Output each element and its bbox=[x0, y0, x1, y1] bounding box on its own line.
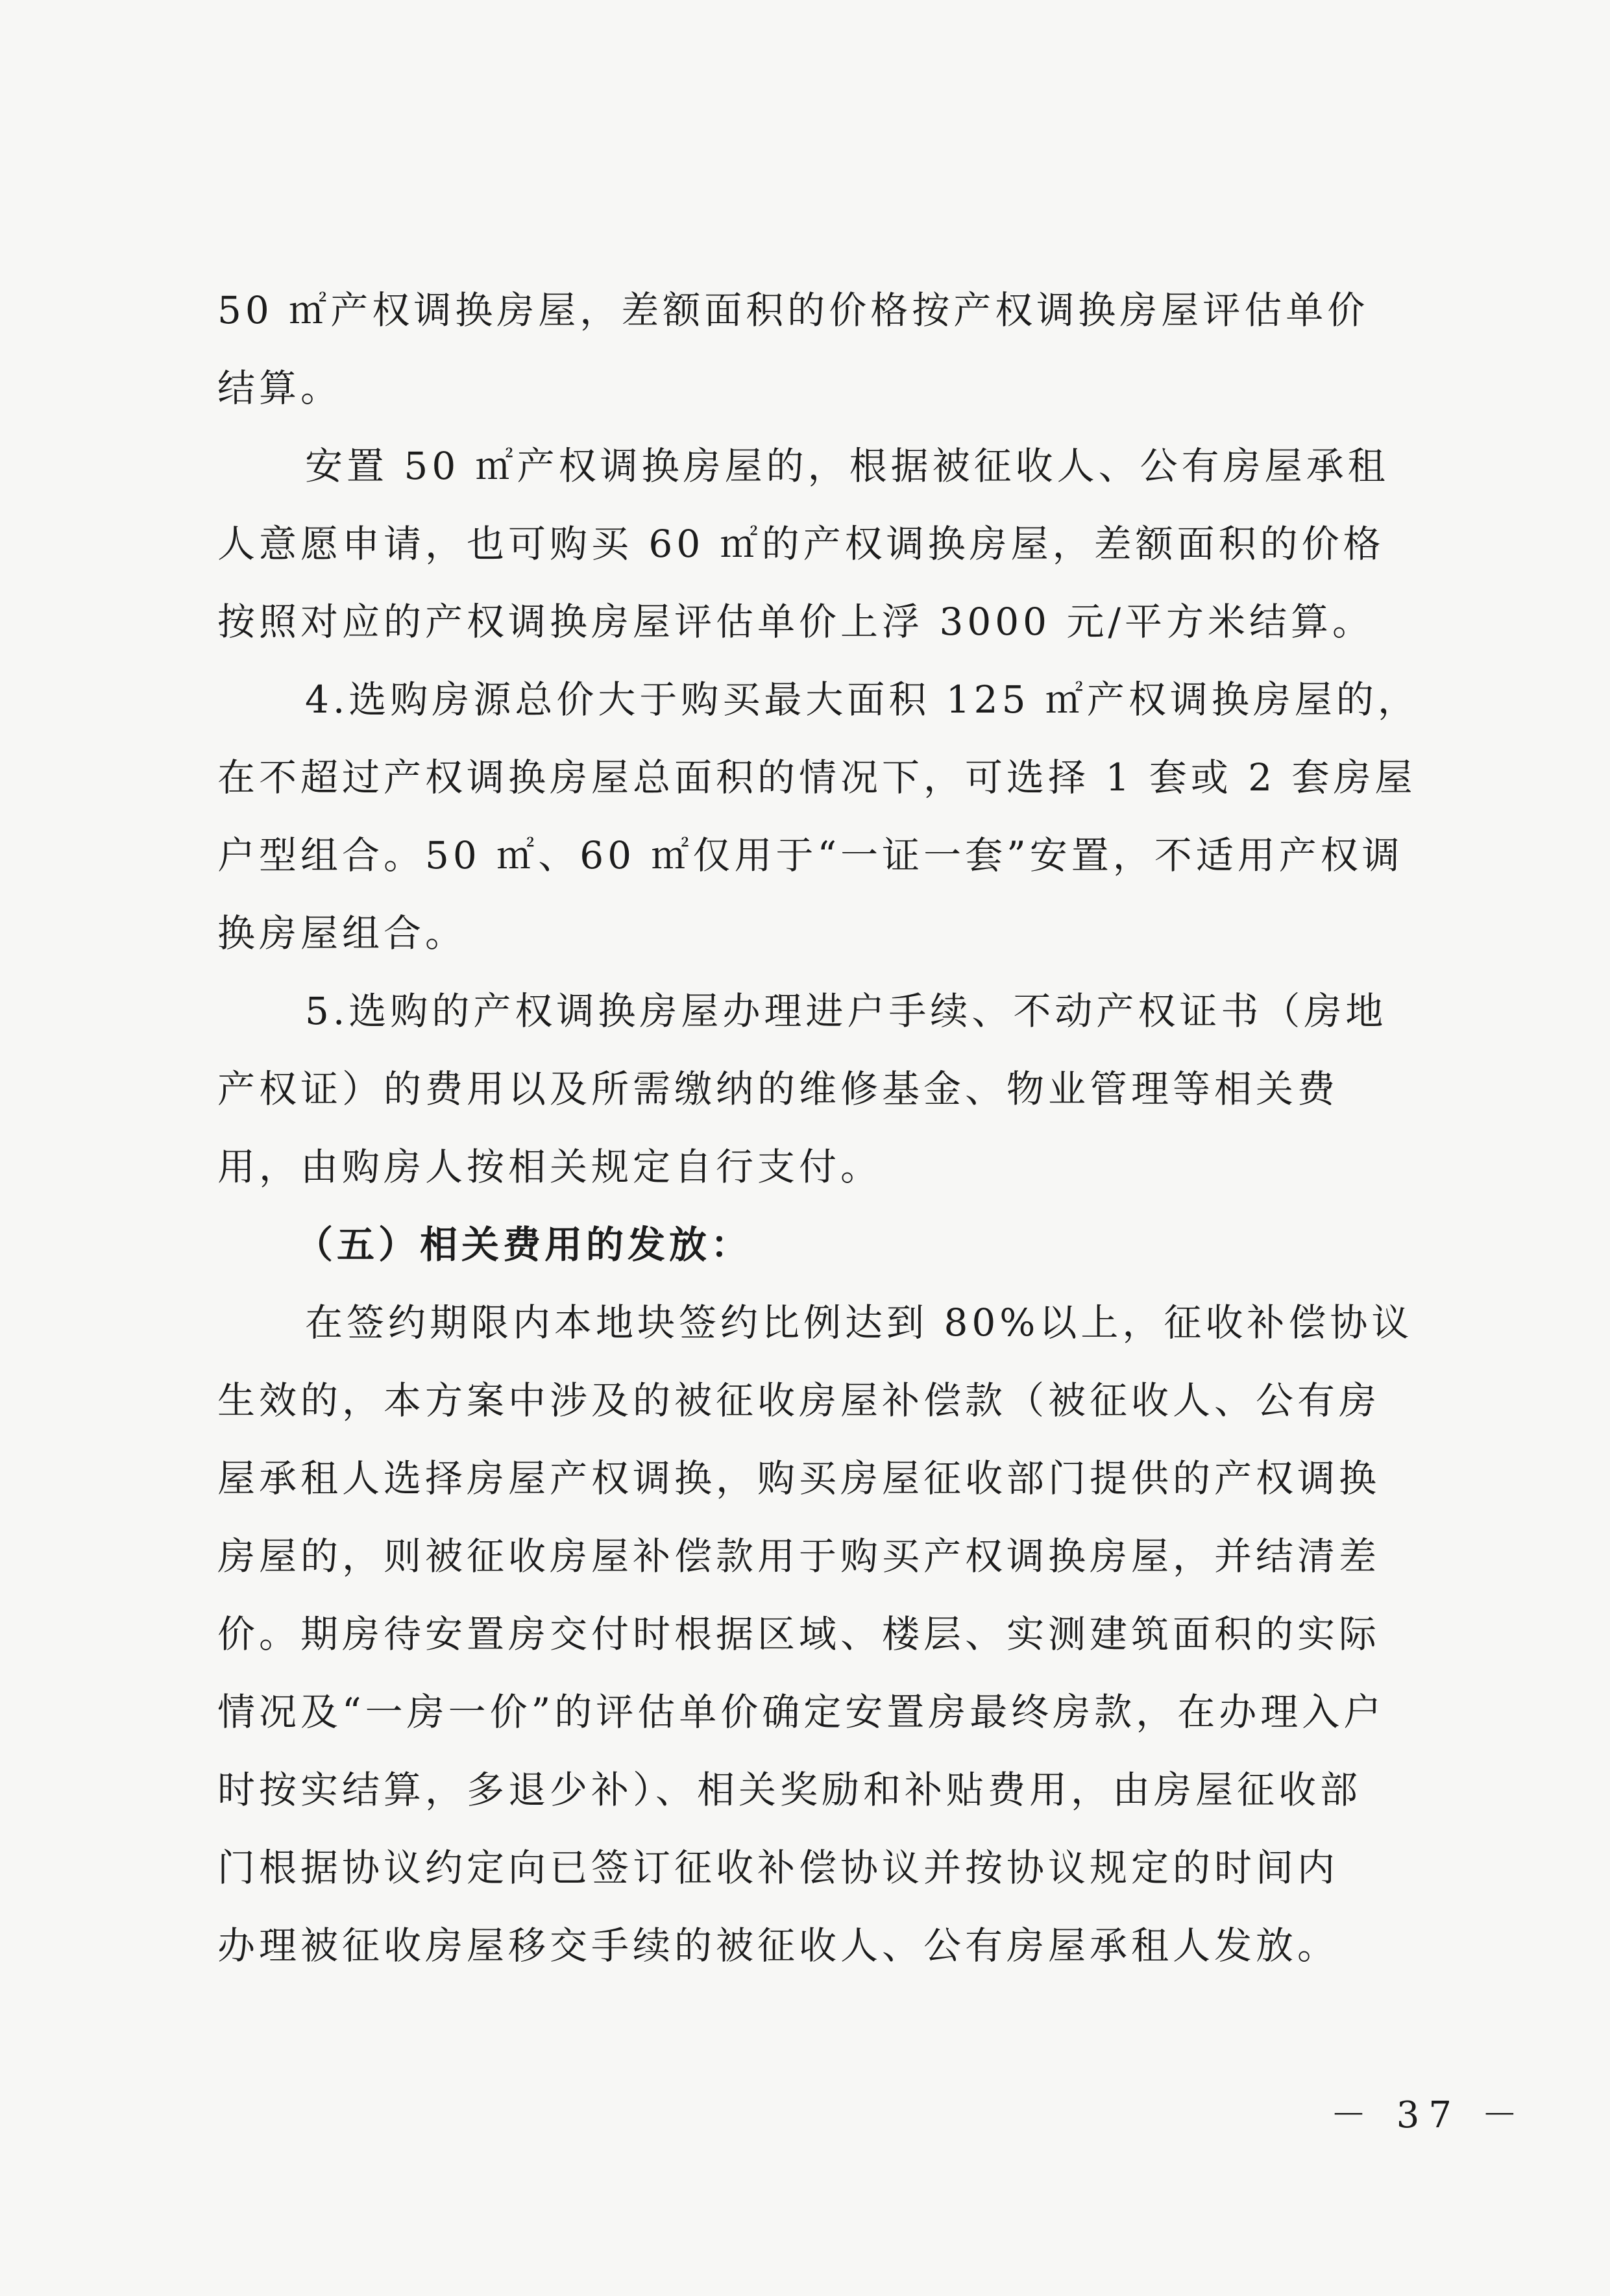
text-line: 人意愿申请，也可购买 60 ㎡的产权调换房屋，差额面积的价格 bbox=[217, 522, 1385, 566]
text-line: 门根据协议约定向已签订征收补偿协议并按协议规定的时间内 bbox=[217, 1846, 1339, 1890]
text-line: 安置 50 ㎡产权调换房屋的，根据被征收人、公有房屋承租 bbox=[305, 444, 1389, 488]
text-line: 生效的，本方案中涉及的被征收房屋补偿款（被征收人、公有房 bbox=[217, 1378, 1381, 1423]
section-heading: （五）相关费用的发放： bbox=[295, 1223, 753, 1267]
text-line: 结算。 bbox=[217, 366, 343, 410]
text-line: 5.选购的产权调换房屋办理进户手续、不动产权证书（房地 bbox=[305, 989, 1387, 1033]
text-line: 换房屋组合。 bbox=[217, 911, 467, 955]
text-line: 50 ㎡产权调换房屋，差额面积的价格按产权调换房屋评估单价 bbox=[217, 288, 1369, 332]
text-line: 4.选购房源总价大于购买最大面积 125 ㎡产权调换房屋的， bbox=[305, 678, 1419, 722]
text-line: 房屋的，则被征收房屋补偿款用于购买产权调换房屋，并结清差 bbox=[217, 1534, 1381, 1578]
document-body bbox=[217, 271, 1444, 1985]
paragraph-continuation bbox=[217, 271, 1444, 427]
text-line: 屋承租人选择房屋产权调换，购买房屋征收部门提供的产权调换 bbox=[217, 1456, 1381, 1500]
text-line: 在不超过产权调换房屋总面积的情况下，可选择 1 套或 2 套房屋 bbox=[217, 755, 1417, 800]
paragraph-item-4 bbox=[217, 661, 1444, 972]
paragraph-50sqm-option bbox=[217, 427, 1444, 661]
text-line: 办理被征收房屋移交手续的被征收人、公有房屋承租人发放。 bbox=[217, 1924, 1339, 1968]
text-line: 时按实结算，多退少补）、相关奖励和补贴费用，由房屋征收部 bbox=[217, 1768, 1362, 1812]
paragraph-fee-distribution bbox=[217, 1284, 1444, 1985]
text-line: 在签约期限内本地块签约比例达到 80%以上，征收补偿协议 bbox=[305, 1301, 1413, 1345]
text-line: 户型组合。50 ㎡、60 ㎡仅用于“一证一套”安置，不适用产权调 bbox=[217, 833, 1404, 877]
page-number: － 37 － bbox=[1330, 2094, 1527, 2136]
text-line: 按照对应的产权调换房屋评估单价上浮 3000 元/平方米结算。 bbox=[217, 600, 1374, 644]
text-line: 情况及“一房一价”的评估单价确定安置房最终房款，在办理入户 bbox=[217, 1690, 1385, 1734]
text-line: 价。期房待安置房交付时根据区域、楼层、实测建筑面积的实际 bbox=[217, 1612, 1381, 1656]
text-line: 用，由购房人按相关规定自行支付。 bbox=[217, 1145, 883, 1189]
paragraph-item-5 bbox=[217, 972, 1444, 1206]
text-line: 产权证）的费用以及所需缴纳的维修基金、物业管理等相关费 bbox=[217, 1067, 1339, 1111]
